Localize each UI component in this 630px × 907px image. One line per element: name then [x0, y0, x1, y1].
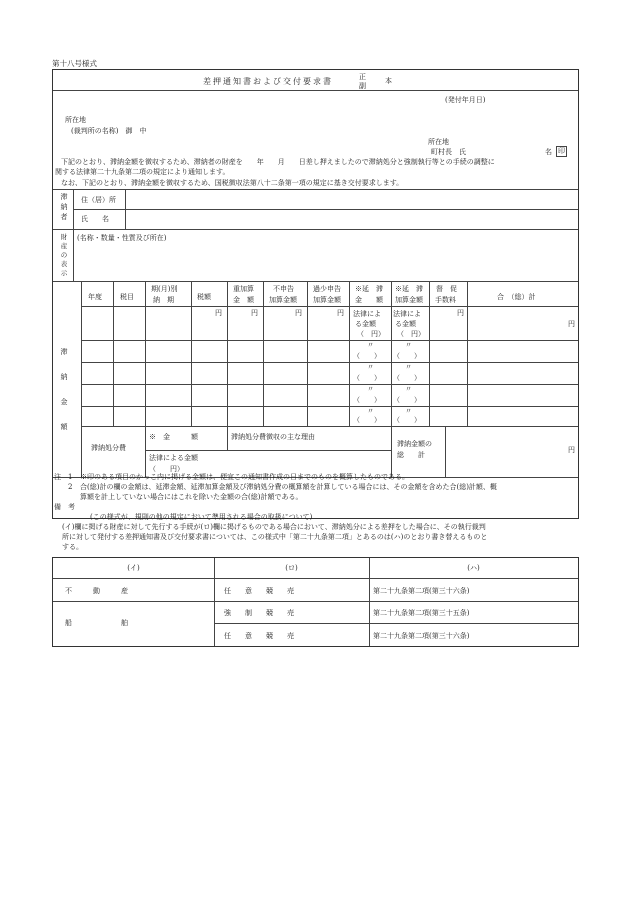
remark-3: 所に対して発付する差押通知書及び交付要求書については、この様式中「第二十九条第二項」とあるのは(ハ)のとおり書き替えるものと — [62, 533, 488, 541]
ditto-1b: 〃 — [405, 341, 412, 349]
col-delayadd-2: 加算金額 — [395, 296, 423, 304]
col-under-2: 加算金額 — [313, 296, 341, 304]
row2-c: 第二十九条第二項(第三十五条) — [373, 609, 470, 617]
row2-b: 強 制 競 売 — [224, 609, 294, 617]
paren-4a: （ ） — [353, 416, 381, 424]
legal-3a: （ 円） — [357, 330, 385, 338]
note1-text: ※印のある項目のかっこ内に掲げる金額は、便宜この通知書作成の日までのものを概算したものである。 — [80, 473, 409, 481]
hon-label: 本 — [385, 77, 392, 85]
col-total: 合 （総）計 — [497, 293, 536, 301]
row1-c: 第二十九条第二項(第三十六条) — [373, 587, 470, 595]
header-ro: (ロ) — [285, 564, 298, 572]
total-label-2: 総 計 — [397, 451, 425, 459]
remark-2: (イ)欄に掲げる財産に対して先行する手続が(ロ)欄に掲げるものである場合において、滞納処分による差押をした場合に、その執行裁判 — [62, 523, 486, 531]
taxpayer-name-label: 氏 名 — [81, 215, 109, 223]
total-label-1: 滞納金額の — [397, 440, 432, 448]
body-line2: 関する法律第二十九条第二項の規定により通知します。 — [55, 168, 230, 176]
paren-3a: （ ） — [353, 396, 381, 404]
header-ha: (ハ) — [467, 564, 480, 572]
legal-3b: （ 円） — [397, 330, 425, 338]
body-line3: なお、下記のとおり、滞納金額を徴収するため、国税徴収法第八十二条第一項の規定に基き交付要求します。 — [61, 179, 404, 187]
sender-address: 所在地 — [428, 138, 449, 146]
remark-4: する。 — [62, 543, 83, 551]
yen-nondecl: 円 — [295, 309, 302, 317]
col-nondecl-1: 不申告 — [273, 285, 294, 293]
row2-a: 船 舶 — [65, 619, 128, 627]
col-period-1: 期(月)別 — [151, 285, 178, 293]
paren-2b: （ ） — [393, 374, 421, 382]
legal-1b: 法律によ — [393, 310, 421, 318]
col-year: 年度 — [88, 293, 102, 301]
sender-name-label: 名 — [545, 148, 552, 156]
taxpayer-address-label: 住（居）所 — [81, 196, 116, 204]
ditto-3a: 〃 — [367, 385, 374, 393]
yen-grand-total: 円 — [568, 446, 575, 454]
issue-date: (発付年月日) — [445, 96, 486, 104]
note2-text-b: 算額を計上していない場合にはこれを除いた金額の合(総)計額である。 — [80, 493, 303, 501]
proc-fee-label: 滞納処分費 — [91, 444, 126, 452]
legal-2b: る金額 — [395, 320, 416, 328]
legal-amount-label: 法律による金額 — [149, 454, 198, 462]
col-nondecl-2: 加算金額 — [269, 296, 297, 304]
seal-icon: 印 — [558, 147, 565, 155]
note-chu: 注 — [54, 473, 61, 481]
note2-text-a: 合(総)計の欄の金額は、延滞金額、延滞加算金額及び滞納処分費の概算額を計算している場合には、その金額を含めた合(総)計額、概 — [80, 483, 497, 491]
yen-demand: 円 — [457, 309, 464, 317]
col-under-1: 過少申告 — [313, 285, 341, 293]
row3-b: 任 意 競 売 — [224, 632, 294, 640]
remark-1: (この様式が、規則の他の規定において準用される場合の取扱について) — [90, 513, 313, 521]
proc-reason-label: 滞納処分費徴収の主な理由 — [231, 433, 315, 441]
ditto-2a: 〃 — [367, 363, 374, 371]
ditto-2b: 〃 — [405, 363, 412, 371]
biko-label: 備 考 — [54, 503, 75, 511]
legal-2a: る金額 — [355, 320, 376, 328]
header-i: (イ) — [127, 564, 140, 572]
replacement-table — [52, 557, 579, 647]
col-demand-1: 督 促 — [436, 285, 457, 293]
paren-1b: （ ） — [393, 352, 421, 360]
note1-num: 1 — [68, 473, 73, 481]
property-label: 財産の表示 — [60, 233, 68, 277]
col-delay-1: ※延 滞 — [355, 285, 383, 293]
col-tax-item: 税目 — [120, 293, 134, 301]
paren-2a: （ ） — [353, 374, 381, 382]
form-frame — [52, 69, 579, 519]
ditto-4a: 〃 — [367, 407, 374, 415]
col-demand-2: 手数料 — [435, 296, 456, 304]
yen-total: 円 — [568, 320, 575, 328]
col-heavy-2: 金 額 — [233, 296, 254, 304]
ditto-1a: 〃 — [367, 341, 374, 349]
addressee-address: 所在地 — [65, 116, 86, 124]
yen-under: 円 — [337, 309, 344, 317]
yen-tax: 円 — [215, 309, 222, 317]
kin-label: ※ 金 額 — [149, 433, 198, 441]
col-tax-amount: 税額 — [197, 293, 211, 301]
paren-1a: （ ） — [353, 352, 381, 360]
row1-b: 任 意 競 売 — [224, 587, 294, 595]
sender-mayor: 町村長 氏 — [431, 148, 466, 156]
row3-c: 第二十九条第二項(第三十六条) — [373, 632, 470, 640]
yen-heavy: 円 — [251, 309, 258, 317]
taxpayer-label: 滞納者 — [60, 193, 68, 221]
row1-a: 不 動 産 — [65, 587, 128, 595]
seishu-bottom: 副 — [359, 82, 366, 90]
paren-4b: （ ） — [393, 416, 421, 424]
note2-num: 2 — [68, 483, 73, 491]
col-period-2: 納 期 — [153, 296, 174, 304]
legal-amount-yen: （ 円） — [149, 465, 184, 473]
property-desc: (名称・数量・性質及び所在) — [77, 234, 167, 242]
ditto-3b: 〃 — [405, 385, 412, 393]
notes-section — [52, 472, 579, 552]
body-line1: 下記のとおり、滞納金額を徴収するため、滞納者の財産を 年 月 日差し押えましたので滞納処分と強制執行等との手続の調整に — [61, 158, 495, 166]
arrears-label: 滞納金額 — [60, 348, 68, 431]
addressee-court: (裁判所の名称) 御 中 — [71, 127, 147, 135]
paren-3b: （ ） — [393, 396, 421, 404]
col-heavy-1: 重加算 — [233, 285, 254, 293]
form-number: 第十八号様式 — [52, 59, 97, 68]
legal-1a: 法律によ — [353, 310, 381, 318]
seishu-top: 正 — [359, 73, 366, 81]
col-delay-2: 金 額 — [355, 296, 383, 304]
ditto-4b: 〃 — [405, 407, 412, 415]
form-title: 差押通知書および交付要求書 — [203, 77, 333, 86]
col-delayadd-1: ※延 滞 — [395, 285, 423, 293]
